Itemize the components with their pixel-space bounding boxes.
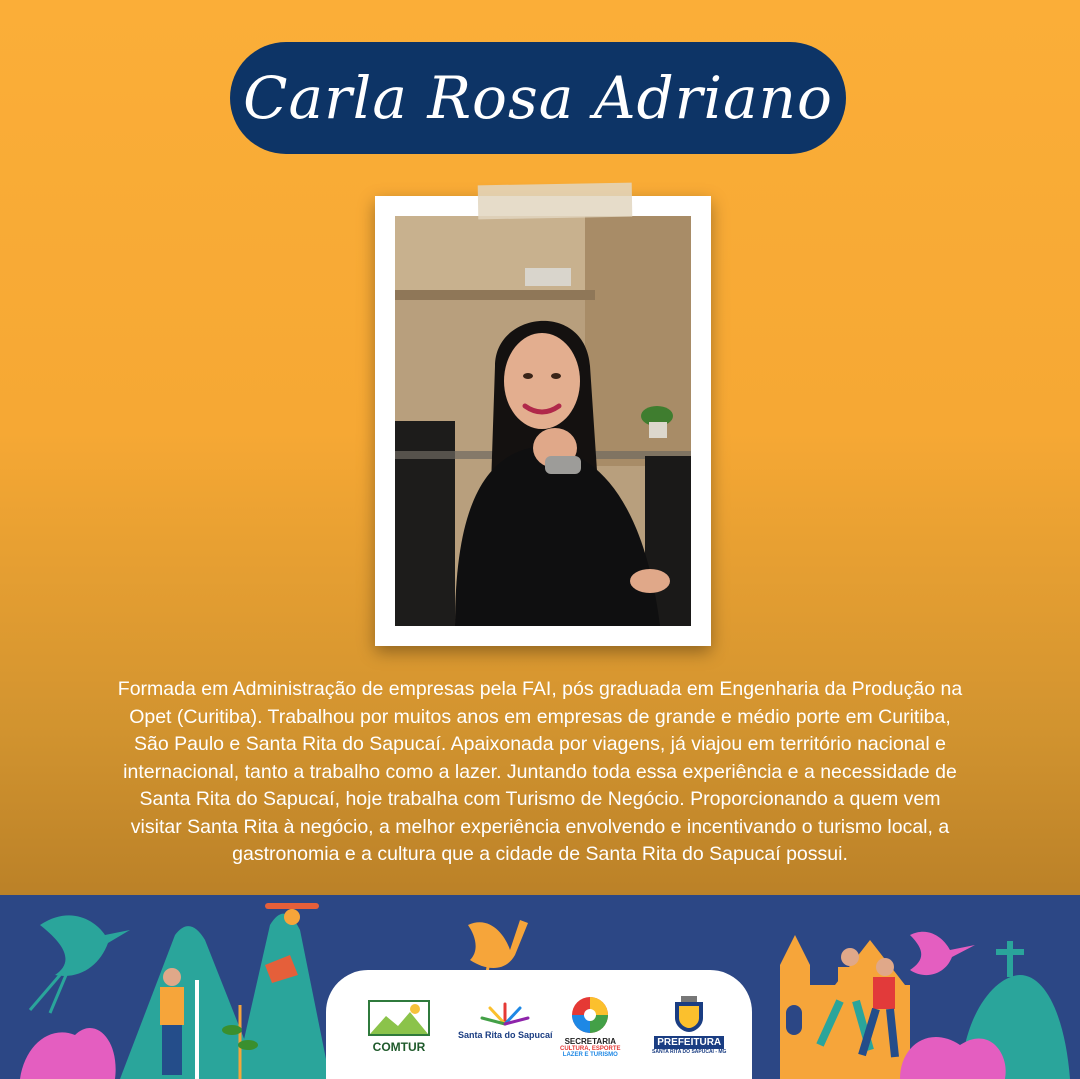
sunburst-icon: [478, 1000, 532, 1026]
comtur-name: COMTUR: [372, 1040, 426, 1054]
person-name: Carla Rosa Adriano: [243, 64, 833, 132]
santa-rita-logo: [458, 1000, 553, 1040]
biography-text: [50, 676, 1030, 869]
secretaria-line1: CULTURA, ESPORTE: [560, 1046, 621, 1052]
photo-tape: [478, 183, 633, 220]
prefeitura-logo: [652, 994, 726, 1055]
name-banner: [230, 42, 846, 154]
bio-line: internacional, tanto a trabalho como a lazer. Juntando toda essa experiência e a necessidade de: [123, 760, 957, 783]
mosaic-emblem-icon: [570, 996, 610, 1034]
secretaria-line2: LAZER E TURISMO: [562, 1052, 618, 1058]
portrait-photo: [395, 216, 691, 626]
secretaria-logo: [560, 996, 621, 1058]
coat-of-arms-icon: [669, 994, 709, 1034]
photo-frame: [375, 196, 711, 646]
bio-line: Santa Rita do Sapucaí, hoje trabalha com Turismo de Negócio. Proporcionando a quem vem: [139, 788, 941, 810]
secretaria-title: SECRETARIA: [564, 1037, 616, 1046]
comtur-emblem-icon: [368, 1000, 430, 1036]
bio-line: Opet (Curitiba). Trabalhou por muitos anos em empresas de grande e médio porte em Curitiba,: [129, 705, 951, 728]
bio-line: São Paulo e Santa Rita do Sapucaí. Apaixonada por viagens, já viajou em território nacional e: [134, 733, 946, 755]
comtur-logo: [368, 1000, 430, 1054]
bio-line: gastronomia e a cultura que a cidade de Santa Rita do Sapucaí possui.: [232, 843, 848, 865]
bio-line: Formada em Administração de empresas pela FAI, pós graduada em Engenharia da Produção na: [117, 678, 963, 700]
santa-rita-name: Santa Rita do Sapucaí: [458, 1030, 553, 1040]
portrait-illustration: [395, 216, 691, 626]
prefeitura-sub: SANTA RITA DO SAPUCAÍ - MG: [652, 1049, 727, 1055]
prefeitura-name: PREFEITURA: [654, 1036, 724, 1049]
bio-line: visitar Santa Rita à negócio, a melhor experiência envolvendo e incentivando o turismo local, a: [130, 815, 950, 838]
